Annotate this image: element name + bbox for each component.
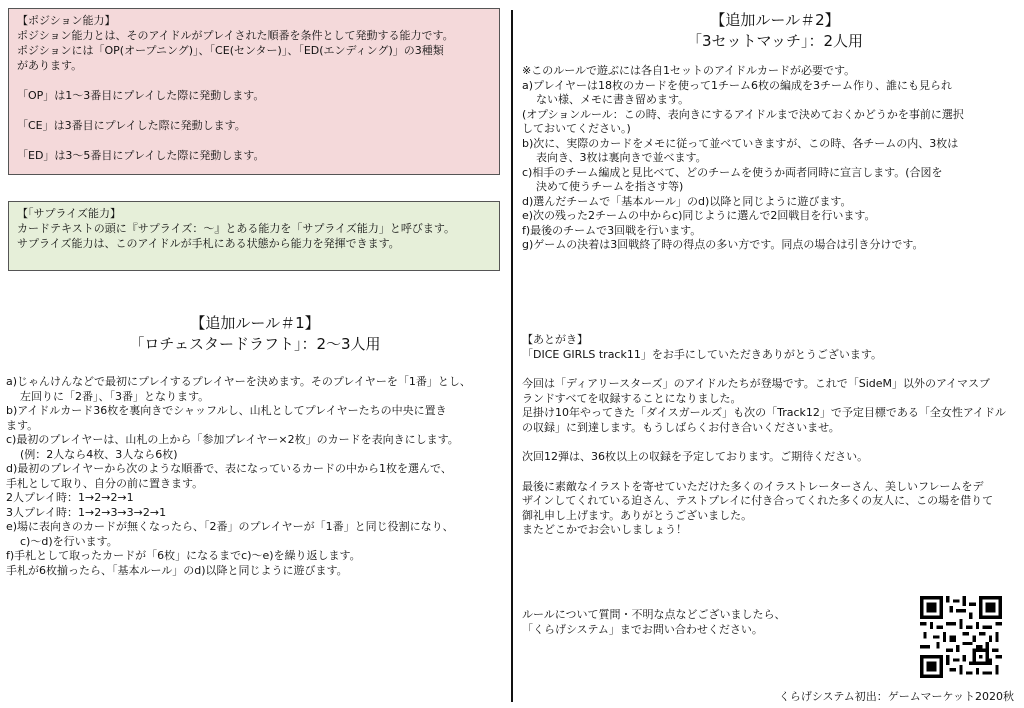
afterword-blank: [522, 435, 1006, 450]
rule2-line: d)選んだチームで「基本ルール」のd)以降と同じように遊びます。: [522, 194, 852, 208]
rule1-line: e)場に表向きのカードが無くなったら、「2番」のプレイヤーが「1番」と同じ役割になり、: [6, 520, 454, 533]
contact-line: 「くらげシステム」までお問い合わせください。: [522, 622, 763, 636]
rule1-line: a)じゃんけんなどで最初にプレイするプレイヤーを決めます。そのプレイヤーを「1番」とし、: [6, 375, 471, 388]
afterword-line: 御礼申し上げます。ありがとうございました。: [522, 508, 753, 522]
rule1-line: 手札が6枚揃ったら、「基本ルール」のd)以降と同じように遊びます。: [6, 563, 348, 577]
rule1-subtitle: 「ロチェスタードラフト」：2～3人用: [129, 335, 381, 353]
afterword-line: ザインしてくれている迫さん、テストプレイに付き合ってくれた多くの友人に、この場を借りて: [522, 494, 994, 507]
rule2-line: ※このルールで遊ぶには各自1セットのアイドルカードが必要です。: [522, 64, 856, 77]
rule2-line: しておいてください。): [522, 122, 631, 135]
surprise-heading: 【「サプライズ能力】: [17, 207, 122, 220]
surprise-line: サプライズ能力は、このアイドルが手札にある状態から能力を発揮できます。: [17, 237, 400, 250]
surprise-line: カードテキストの頭に『サプライズ：～』とある能力を「サプライズ能力」と呼びます。: [17, 222, 456, 235]
afterword-line: 今回は「ディアリースターズ」のアイドルたちが登場です。これで「SideM」以外のアイマスブ: [522, 377, 990, 390]
rule1-line: (例：2人なら4枚、3人なら6枚): [20, 447, 178, 461]
rule1-line: c)最初のプレイヤーは、山札の上から「参加プレイヤー×2枚」のカードを表向きにします。: [6, 433, 459, 446]
footer-credit: くらげシステム初出：ゲームマーケット2020秋: [778, 690, 1014, 703]
position-ed: 「ED」は3～5番目にプレイした際に発動します。: [17, 149, 265, 162]
rule1-title: [60, 313, 450, 355]
rule2-line: a)プレイヤーは18枚のカードを使って1チーム6枚の編成を3チーム作り、誰にも見られ: [522, 78, 953, 92]
rule1-body: [6, 375, 471, 578]
afterword: [522, 333, 1006, 538]
rule2-line: g)ゲームの決着は3回戦終了時の得点の多い方です。同点の場合は引き分けです。: [522, 238, 924, 251]
rule2-subtitle: 「3セットマッチ」：2人用: [687, 32, 863, 50]
position-line: ポジションには「OP(オープニング)」、「CE(センター)」、「ED(エンディング)」の3種類: [17, 44, 444, 57]
afterword-line: の収録」に到達します。もうしばらくお付き合いくださいませ。: [522, 420, 840, 434]
position-heading: 【ポジション能力】: [17, 14, 116, 27]
rule2-line: b)次に、実際のカードをメモに従って並べていきますが、この時、各チームの内、3枚は: [522, 136, 959, 150]
center-divider: [511, 10, 513, 702]
afterword-line: 最後に素敵なイラストを寄せていただけた多くのイラストレーターさん、美しいフレームをデ: [522, 479, 984, 493]
position-ce: 「CE」は3番目にプレイした際に発動します。: [17, 119, 246, 132]
rule1-line: c)～d)を行います。: [20, 534, 118, 548]
afterword-line: またどこかでお会いしましょう！: [522, 523, 687, 536]
position-line: ポジション能力とは、そのアイドルがプレイされた順番を条件として発動する能力です。: [17, 29, 454, 42]
afterword-heading: 【あとがき】: [522, 333, 588, 346]
rule1-title-text: 【追加ルール＃1】: [190, 314, 320, 332]
rule2-line: ない様、メモに書き留めます。: [536, 93, 690, 106]
position-ability-box: [8, 8, 500, 175]
rule1-line: b)アイドルカード36枚を裏向きでシャッフルし、山札としてプレイヤーたちの中央に置き: [6, 404, 447, 417]
surprise-ability-box: [8, 201, 500, 271]
rule1-line: d)最初のプレイヤーから次のような順番で、表になっているカードの中から1枚を選んで、: [6, 462, 452, 475]
rule1-line: 左回りに「2番」、「3番」となります。: [20, 389, 210, 403]
rule2-body: [522, 64, 964, 253]
rule2-line: (オプションルール：この時、表向きにするアイドルまで決めておくかどうかを事前に選択: [522, 107, 964, 121]
rule1-line: 手札として取り、自分の前に置きます。: [6, 476, 204, 490]
afterword-line: 足掛け10年やってきた「ダイスガールズ」も次の「Track12」で予定目標である「全女性アイドル: [522, 406, 1006, 419]
rule1-line: f)手札として取ったカードが「6枚」になるまでc)～e)を繰り返します。: [6, 549, 361, 562]
contact: [522, 608, 786, 637]
rule2-line: 決めて使うチームを指さす等): [536, 180, 684, 193]
rule1-line: 3人プレイ時：1→2→3→3→2→1: [6, 505, 167, 519]
rule2-line: f)最後のチームで3回戦を行います。: [522, 223, 702, 237]
rule2-line: 表向き、3枚は裏向きで並べます。: [536, 151, 707, 164]
afterword-blank: [522, 465, 1006, 480]
rule2-title-text: 【追加ルール＃2】: [710, 11, 840, 29]
position-line: があります。: [17, 59, 83, 72]
position-op: 「OP」は1～3番目にプレイした際に発動します。: [17, 89, 265, 102]
rule2-line: e)次の残った2チームの中からc)同じように選んで2回戦目を行います。: [522, 209, 876, 222]
afterword-line: ランドすべてを収録することになりました。: [522, 391, 742, 405]
rule2-title: [580, 10, 970, 52]
rule1-line: 2人プレイ時：1→2→2→1: [6, 491, 134, 504]
afterword-blank: [522, 362, 1006, 377]
qr-code: [920, 596, 1002, 678]
rule2-line: c)相手のチーム編成と見比べて、どのチームを使うか両者同時に宣言します。(合図を: [522, 165, 943, 179]
afterword-line: 次回12弾は、36枚以上の収録を予定しております。ご期待ください。: [522, 450, 869, 463]
contact-line: ルールについて質問・不明な点などございましたら、: [522, 608, 786, 621]
rule1-line: ます。: [6, 418, 39, 432]
afterword-line: 「DICE GIRLS track11」をお手にしていただきありがとうございます。: [522, 347, 882, 361]
